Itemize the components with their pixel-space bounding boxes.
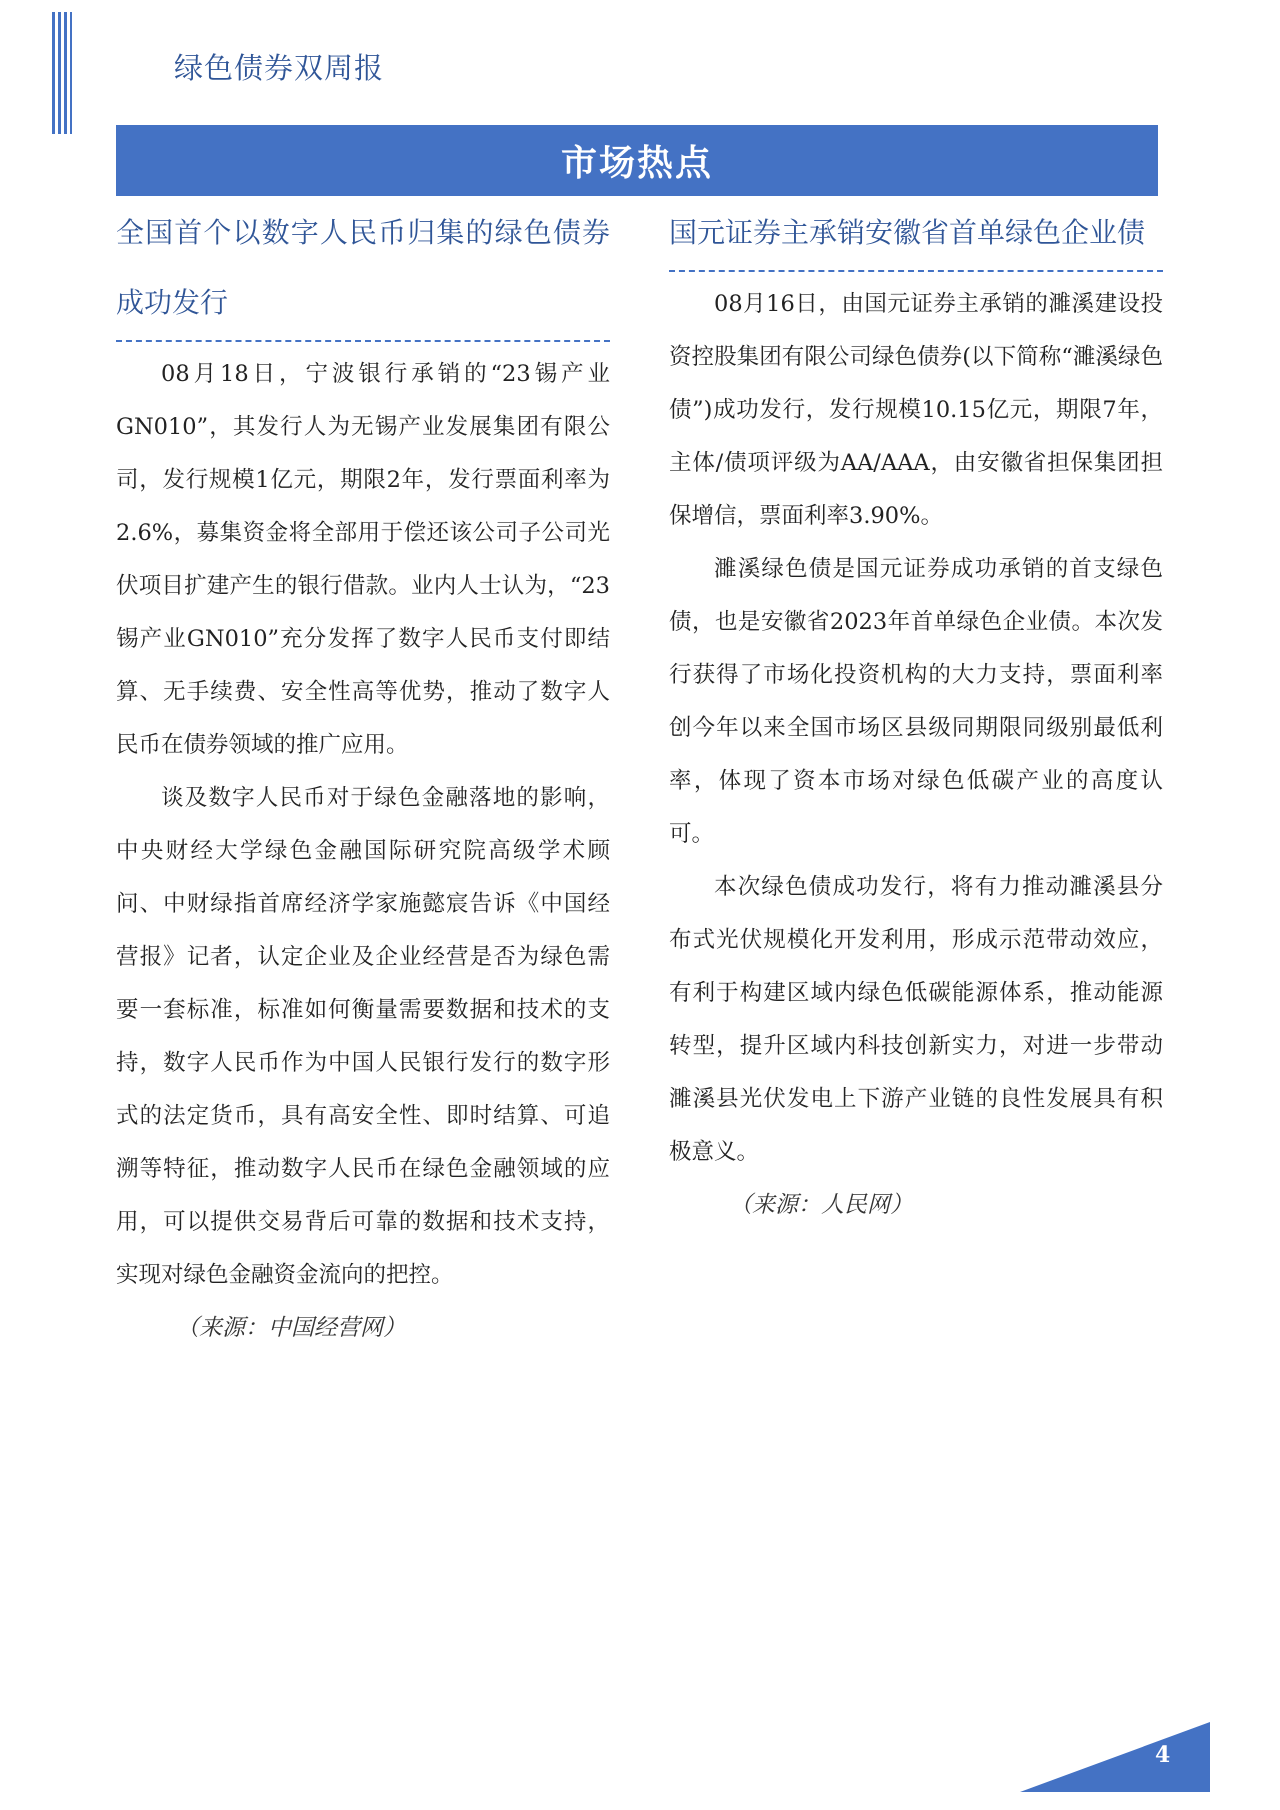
article-paragraph: 08月18日，宁波银行承销的“23锡产业GN010”，其发行人为无锡产业发展集团有限公司，发行规模1亿元，期限2年，发行票面利率为2.6%，募集资金将全部用于偿还该公司子公司光伏项目扩建产生的银行借款。业内人士认为，“23锡产业GN010”充分发挥了数字人民币支付即结算、无手续费、安全性高等优势，推动了数字人民币在债券领域的推广应用。 [116, 361, 610, 758]
article-paragraph: 本次绿色债成功发行，将有力推动濉溪县分布式光伏规模化开发利用，形成示范带动效应，有利于构建区域内绿色低碳能源体系，推动能源转型，提升区域内科技创新实力，对进一步带动濉溪县光伏发电上下游产业链的良性发展具有积极意义。 [669, 874, 1163, 1165]
decorative-bar-2 [58, 12, 61, 134]
decorative-bar-3 [64, 12, 67, 134]
dashed-divider [116, 340, 610, 342]
article-title: 全国首个以数字人民币归集的绿色债券成功发行 [116, 216, 610, 319]
section-banner: 市场热点 [116, 125, 1158, 196]
article-source: （来源：人民网） [729, 1192, 913, 1218]
article-paragraph: 濉溪绿色债是国元证券成功承销的首支绿色债，也是安徽省2023年首单绿色企业债。本次发行获得了市场化投资机构的大力支持，票面利率创今年以来全国市场区县级同期限同级别最低利率，体现了资本市场对绿色低碳产业的高度认可。 [669, 556, 1163, 847]
publication-title: 绿色债券双周报 [174, 51, 385, 85]
decorative-bar-1 [52, 12, 55, 134]
page-number: 4 [1155, 1742, 1171, 1768]
article-title: 国元证券主承销安徽省首单绿色企业债 [669, 216, 1146, 249]
article-paragraph: 谈及数字人民币对于绿色金融落地的影响，中央财经大学绿色金融国际研究院高级学术顾问、中财绿指首席经济学家施懿宸告诉《中国经营报》记者，认定企业及企业经营是否为绿色需要一套标准，标准如何衡量需要数据和技术的支持，数字人民币作为中国人民银行发行的数字形式的法定货币，具有高安全性、即时结算、可追溯等特征，推动数字人民币在绿色金融领域的应用，可以提供交易背后可靠的数据和技术支持，实现对绿色金融资金流向的把控。 [116, 785, 610, 1288]
dashed-divider [669, 270, 1163, 272]
article-paragraph: 08月16日，由国元证券主承销的濉溪建设投资控股集团有限公司绿色债券(以下简称“濉溪绿色债”)成功发行，发行规模10.15亿元，期限7年，主体/债项评级为AA/AAA，由安徽省担保集团担保增信，票面利率3.90%。 [669, 291, 1163, 529]
article-left [116, 198, 610, 1355]
article-source: （来源：中国经营网） [176, 1315, 406, 1341]
article-right [669, 198, 1163, 1232]
decorative-bar-4 [70, 12, 72, 134]
page-corner-triangle [1020, 1722, 1210, 1792]
